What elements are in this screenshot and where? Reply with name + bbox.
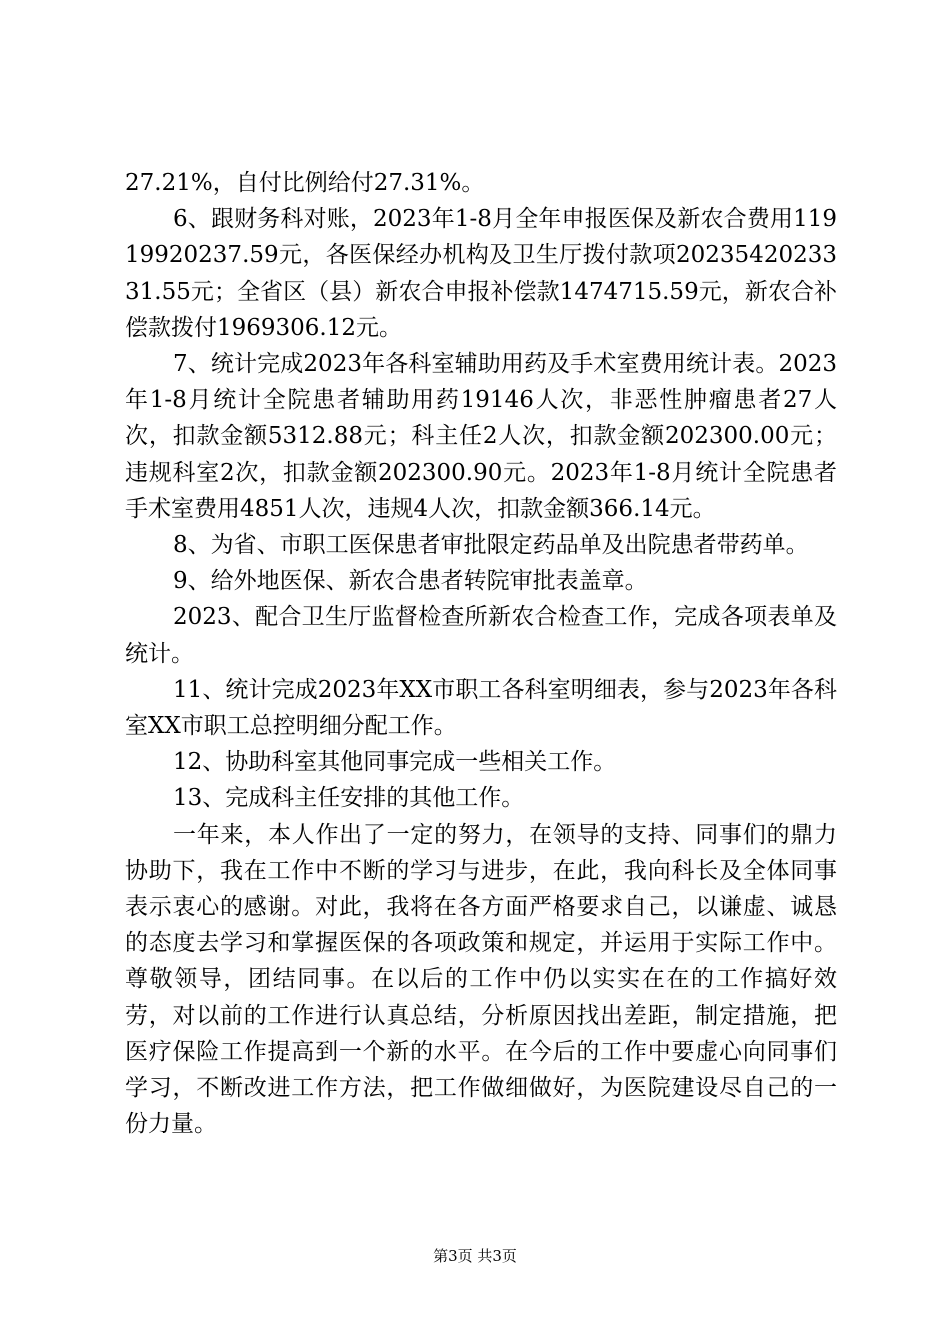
paragraph-6: 2023、配合卫生厅监督检查所新农合检查工作，完成各项表单及统计。 xyxy=(125,604,837,667)
paragraph-9: 13、完成科主任安排的其他工作。 xyxy=(173,785,525,812)
page-footer: 第3页 共3页 xyxy=(433,1247,517,1265)
paragraph-5: 9、给外地医保、新农合患者转院审批表盖章。 xyxy=(173,568,648,595)
paragraph-7: 11、统计完成2023年XX市职工各科室明细表，参与2023年各科室XX市职工总控明细分配工作。 xyxy=(125,676,837,740)
document-body xyxy=(125,165,837,1142)
paragraph-8: 12、协助科室其他同事完成一些相关工作。 xyxy=(173,749,617,776)
paragraph-10: 一年来，本人作出了一定的努力，在领导的支持、同事们的鼎力协助下，我在工作中不断的学习与进步，在此，我向科长及全体同事表示衷心的感谢。对此，我将在各方面严格要求自己，以谦虚、诚恳的态度去学习和掌握医保的各项政策和规定，并运用于实际工作中。尊敬领导，团结同事。在以后的工作中仍以实实在在的工作搞好效劳，对以前的工作进行认真总结，分析原因找出差距，制定措施，把医疗保险工作提高到一个新的水平。在今后的工作中要虚心向同事们学习，不断改进工作方法，把工作做细做好，为医院建设尽自己的一份力量。 xyxy=(125,821,837,1138)
paragraph-1: 27.21%，自付比例给付27.31%。 xyxy=(125,170,485,196)
paragraph-3: 7、统计完成2023年各科室辅助用药及手术室费用统计表。2023年1-8月统计全院患者辅助用药19146人次，非恶性肿瘤患者27人次，扣款金额5312.88元；科主任2人次，扣款金额202300.00元；违规科室2次，扣款金额202300.90元。2023年1-8月统计全院患者手术室费用4851人次，违规4人次，扣款金额366.14元。 xyxy=(125,351,837,522)
paragraph-4: 8、为省、市职工医保患者审批限定药品单及出院患者带药单。 xyxy=(173,532,809,559)
paragraph-2: 6、跟财务科对账，2023年1-8月全年申报医保及新农合费用11919920237.59元，各医保经办机构及卫生厅拨付款项2023542023331.55元；全省区（县）新农合申报补偿款1474715.59元，新农合补偿款拨付1969306.12元。 xyxy=(125,206,837,341)
